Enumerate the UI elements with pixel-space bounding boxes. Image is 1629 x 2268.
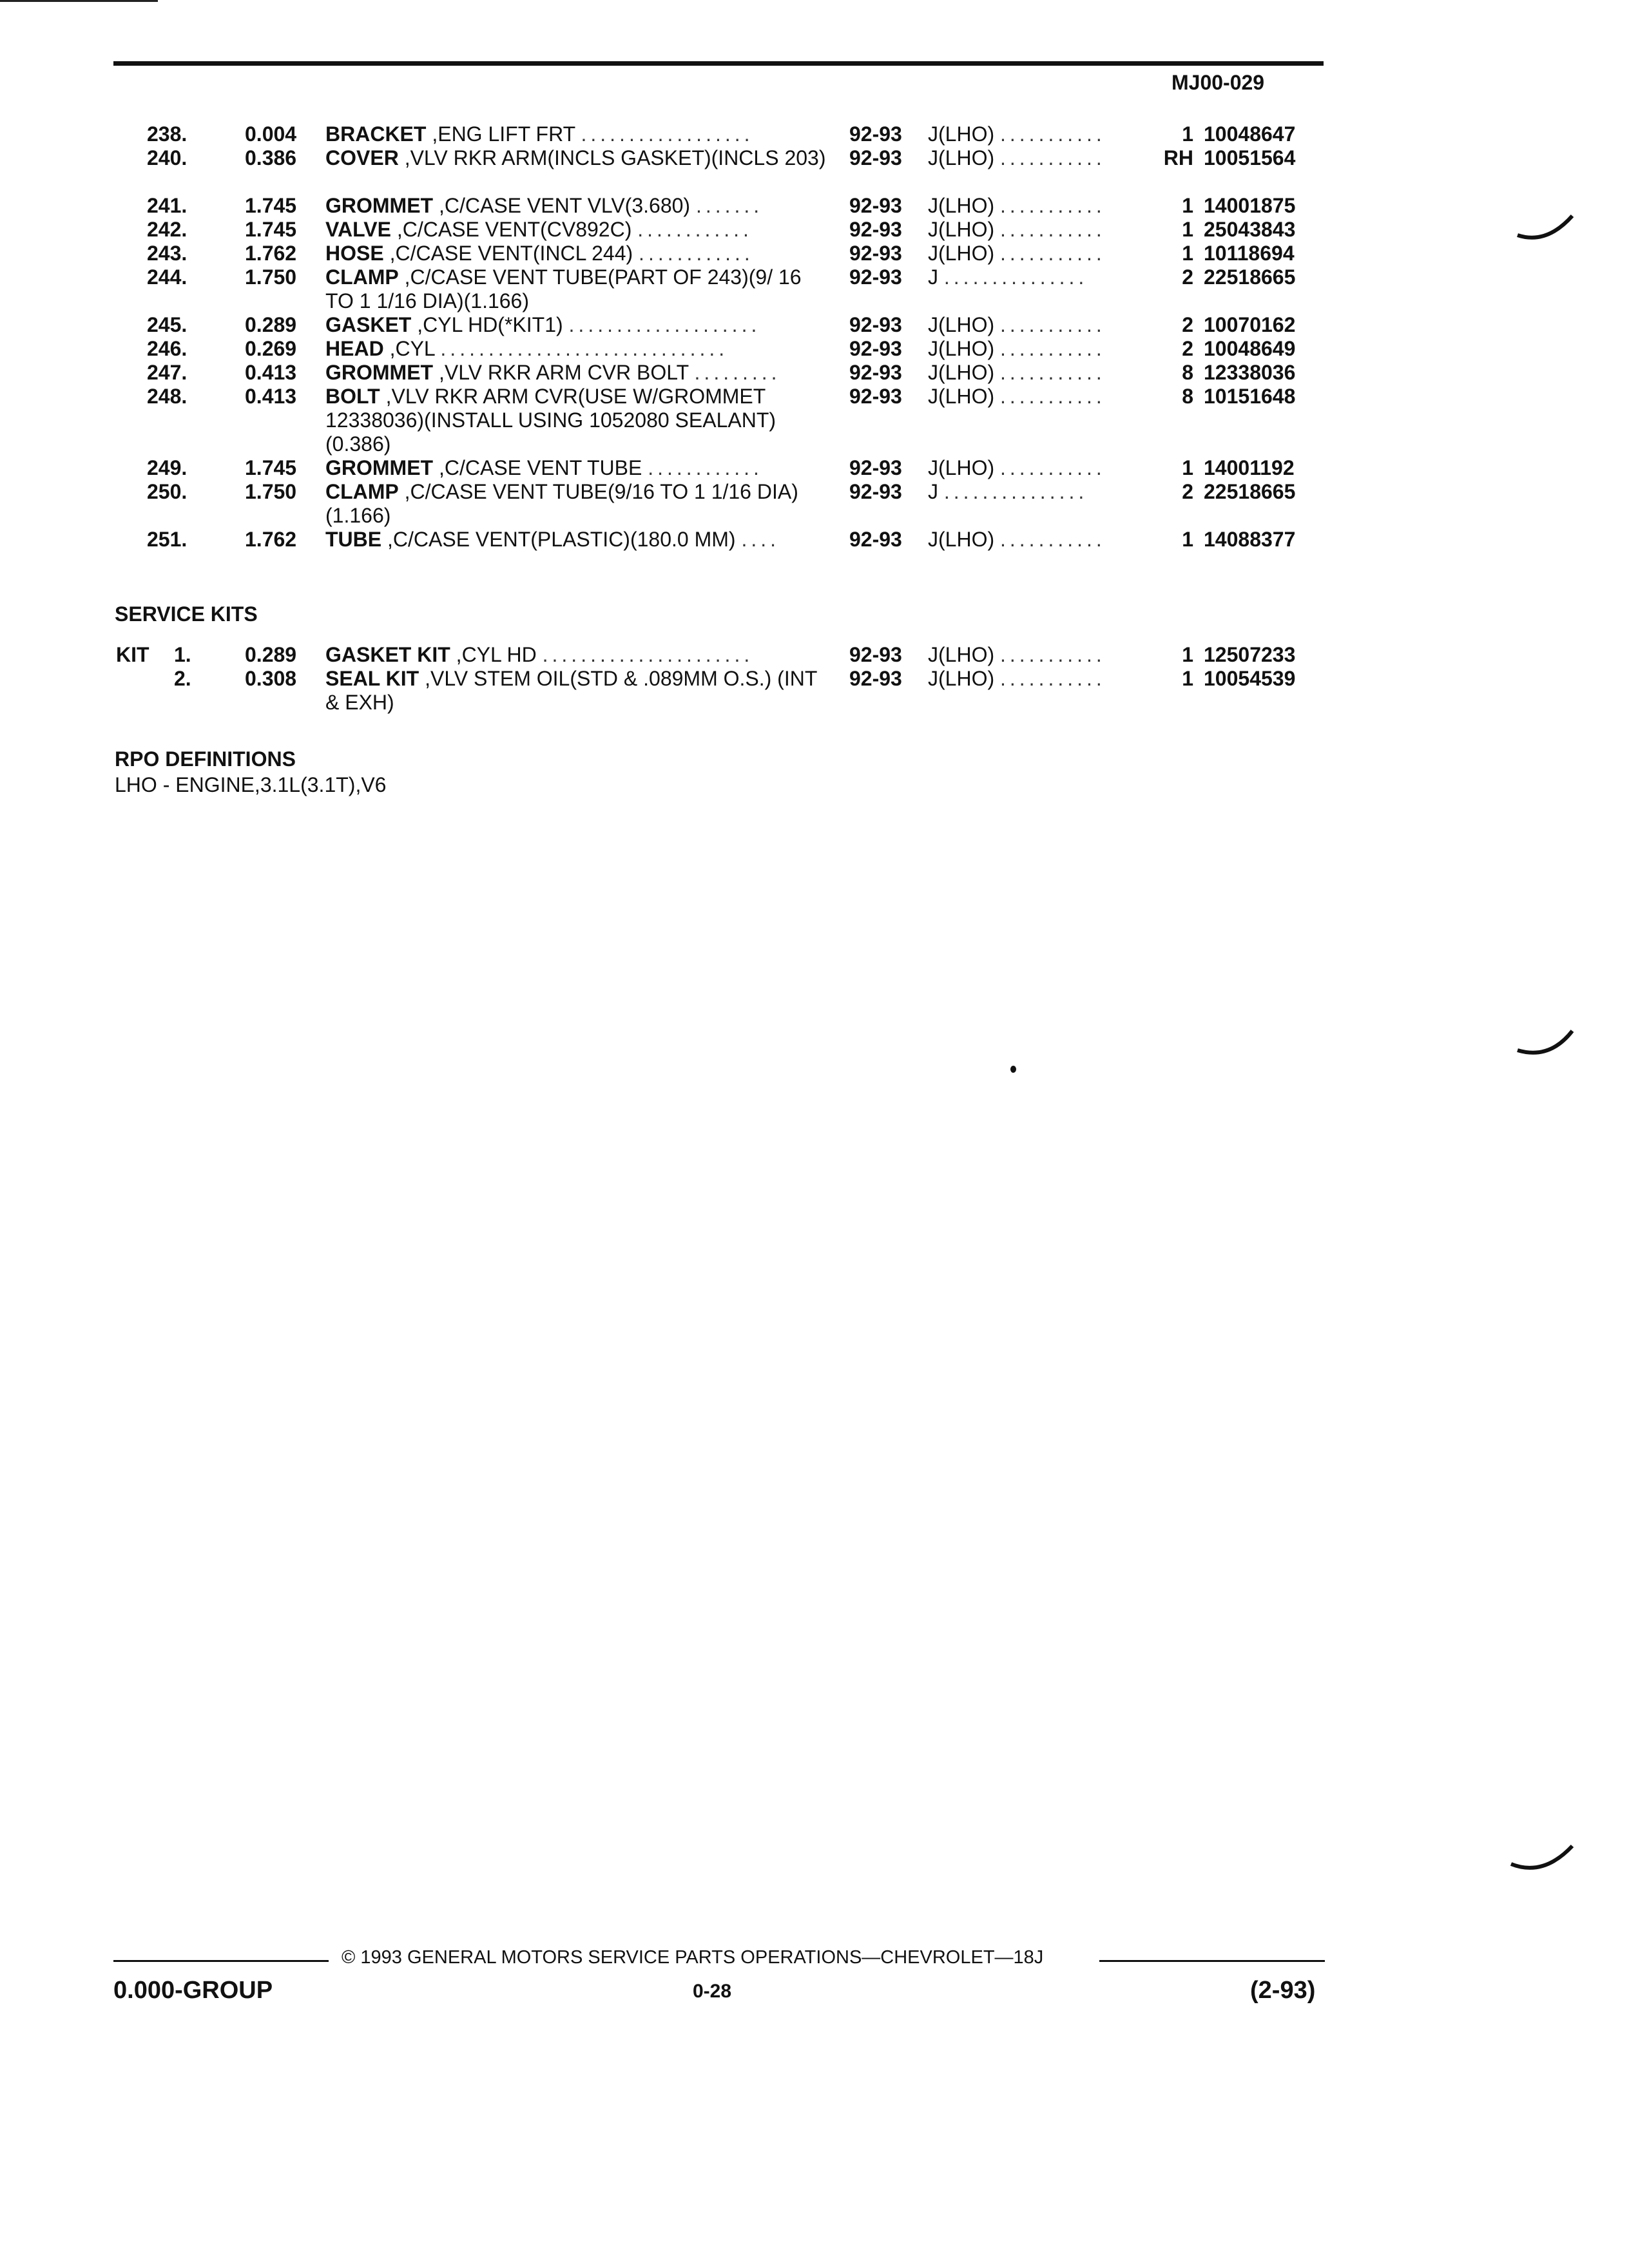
part-number: 22518665 xyxy=(1204,265,1296,289)
part-name: COVER xyxy=(325,146,399,169)
part-row xyxy=(0,480,1629,528)
part-row xyxy=(0,194,1629,218)
part-row xyxy=(0,337,1629,361)
part-row xyxy=(0,456,1629,480)
part-name: GASKET xyxy=(325,313,412,336)
part-description: HOSE ,C/CASE VENT(INCL 244) ............ xyxy=(325,242,754,265)
part-description xyxy=(325,385,831,456)
part-detail: ,CYL HD(*KIT1) xyxy=(417,313,563,336)
quantity: 1 xyxy=(1182,667,1193,690)
model-years: 92-93 xyxy=(849,146,902,169)
part-detail: ,C/CASE VENT(INCL 244) xyxy=(389,242,633,265)
kit-number: 2. xyxy=(174,667,191,690)
part-description: GROMMET ,C/CASE VENT TUBE ............ xyxy=(325,456,763,479)
group-number: 0.289 xyxy=(245,643,297,666)
model-years: 92-93 xyxy=(849,528,902,551)
part-name: BRACKET xyxy=(325,122,427,146)
kit-label: KIT xyxy=(116,643,149,666)
part-description: VALVE ,C/CASE VENT(CV892C) ............ xyxy=(325,218,753,241)
group-number: 0.269 xyxy=(245,337,297,360)
page-number: 0-28 xyxy=(693,1981,732,2002)
part-description xyxy=(325,265,831,313)
item-number: 246. xyxy=(147,337,188,360)
usage-code: J(LHO) ........... xyxy=(928,194,1106,217)
kit-name: GASKET KIT xyxy=(325,643,450,666)
part-detail: ,C/CASE VENT TUBE(9/16 TO 1 1/16 DIA)(1.166) xyxy=(325,480,798,527)
group-number: 1.750 xyxy=(245,265,297,289)
group-number: 0.413 xyxy=(245,361,297,384)
item-number: 244. xyxy=(147,265,188,289)
service-kits-heading: SERVICE KITS xyxy=(115,602,258,626)
date-code: (2-93) xyxy=(1250,1977,1316,2004)
group-number: 1.750 xyxy=(245,480,297,503)
part-row xyxy=(0,313,1629,337)
part-detail: ,VLV RKR ARM CVR BOLT xyxy=(438,361,689,384)
part-name: HOSE xyxy=(325,242,384,265)
model-years: 92-93 xyxy=(849,265,902,289)
part-detail: ,VLV RKR ARM(INCLS GASKET)(INCLS 203) xyxy=(404,146,826,169)
model-years: 92-93 xyxy=(849,361,902,384)
group-number: 0.386 xyxy=(245,146,297,169)
model-years: 92-93 xyxy=(849,667,902,690)
part-name: BOLT xyxy=(325,385,380,408)
part-description xyxy=(325,146,831,170)
group-number: 0.004 xyxy=(245,122,297,146)
item-number: 245. xyxy=(147,313,188,336)
part-row xyxy=(0,361,1629,385)
kit-detail: ,VLV STEM OIL(STD & .089MM O.S.) (INT & EXH) xyxy=(325,667,817,714)
part-row xyxy=(0,242,1629,265)
usage-code: J ............... xyxy=(928,265,1088,289)
kit-detail: ,CYL HD xyxy=(456,643,537,666)
part-name: VALVE xyxy=(325,218,391,241)
item-number: 251. xyxy=(147,528,188,551)
copyright-notice: © 1993 GENERAL MOTORS SERVICE PARTS OPERATIONS—CHEVROLET—18J xyxy=(342,1947,1044,1968)
usage-code: J(LHO) ........... xyxy=(928,122,1106,146)
part-description: GROMMET ,C/CASE VENT VLV(3.680) ....... xyxy=(325,194,764,217)
item-number: 241. xyxy=(147,194,188,217)
part-number: 10054539 xyxy=(1204,667,1296,690)
group-number: 0.289 xyxy=(245,313,297,336)
quantity: 1 xyxy=(1182,218,1193,241)
usage-code: J(LHO) ........... xyxy=(928,456,1106,479)
part-detail: ,VLV RKR ARM CVR(USE W/GROMMET 12338036)(INSTALL USING 1052080 SEALANT)(0.386) xyxy=(325,385,776,456)
usage-code: J(LHO) ........... xyxy=(928,146,1106,169)
usage-code: J(LHO) ........... xyxy=(928,643,1106,666)
corner-rule xyxy=(0,0,158,2)
quantity: RH xyxy=(1163,146,1193,169)
part-row xyxy=(0,218,1629,242)
part-number: 12338036 xyxy=(1204,361,1296,384)
group-number: 1.762 xyxy=(245,242,297,265)
part-number: 14001875 xyxy=(1204,194,1296,217)
usage-code: J(LHO) ........... xyxy=(928,385,1106,408)
model-years: 92-93 xyxy=(849,385,902,408)
usage-code: J(LHO) ........... xyxy=(928,528,1106,551)
part-description: GROMMET ,VLV RKR ARM CVR BOLT ......... xyxy=(325,361,781,384)
footer-rule-left xyxy=(113,1960,329,1962)
kit-description xyxy=(325,667,831,715)
usage-code: J(LHO) ........... xyxy=(928,337,1106,360)
part-number: 14088377 xyxy=(1204,528,1296,551)
part-number: 10070162 xyxy=(1204,313,1296,336)
item-number: 249. xyxy=(147,456,188,479)
quantity: 2 xyxy=(1182,480,1193,503)
quantity: 1 xyxy=(1182,528,1193,551)
part-detail: ,C/CASE VENT TUBE(PART OF 243)(9/ 16 TO 1 1/16 DIA)(1.166) xyxy=(325,265,802,312)
scan-mark-top xyxy=(1514,209,1579,248)
group-number: 0.413 xyxy=(245,385,297,408)
part-row xyxy=(0,122,1629,146)
part-number: 10048647 xyxy=(1204,122,1296,146)
group-number: 1.762 xyxy=(245,528,297,551)
item-number: 242. xyxy=(147,218,188,241)
part-number: 10118694 xyxy=(1204,242,1295,265)
quantity: 1 xyxy=(1182,456,1193,479)
part-detail: ,ENG LIFT FRT xyxy=(432,122,575,146)
speck-mark xyxy=(1010,1066,1016,1073)
model-years: 92-93 xyxy=(849,194,902,217)
model-years: 92-93 xyxy=(849,337,902,360)
kit-description: GASKET KIT ,CYL HD ...................... xyxy=(325,643,754,666)
usage-code: J(LHO) ........... xyxy=(928,242,1106,265)
header-rule xyxy=(113,61,1324,66)
model-years: 92-93 xyxy=(849,242,902,265)
part-name: GROMMET xyxy=(325,194,434,217)
usage-code: J(LHO) ........... xyxy=(928,361,1106,384)
part-row xyxy=(0,528,1629,552)
part-number: 12507233 xyxy=(1204,643,1296,666)
group-number: 1.745 xyxy=(245,456,297,479)
part-detail: ,C/CASE VENT VLV(3.680) xyxy=(438,194,691,217)
part-detail: ,C/CASE VENT TUBE xyxy=(438,456,642,479)
part-name: GROMMET xyxy=(325,361,434,384)
usage-code: J(LHO) ........... xyxy=(928,313,1106,336)
model-years: 92-93 xyxy=(849,456,902,479)
item-number: 243. xyxy=(147,242,188,265)
part-detail: ,C/CASE VENT(CV892C) xyxy=(396,218,632,241)
kit-row xyxy=(0,667,1629,715)
part-number: 10048649 xyxy=(1204,337,1296,360)
part-row xyxy=(0,146,1629,194)
quantity: 2 xyxy=(1182,337,1193,360)
usage-code: J ............... xyxy=(928,480,1088,503)
part-name: CLAMP xyxy=(325,265,399,289)
kit-number: 1. xyxy=(174,643,191,666)
part-number: 10151648 xyxy=(1204,385,1296,408)
group-label: 0.000-GROUP xyxy=(113,1977,273,2004)
group-number: 1.745 xyxy=(245,218,297,241)
part-description: TUBE ,C/CASE VENT(PLASTIC)(180.0 MM) .... xyxy=(325,528,780,551)
part-row xyxy=(0,265,1629,313)
footer-rule-right xyxy=(1099,1960,1325,1962)
item-number: 248. xyxy=(147,385,188,408)
quantity: 2 xyxy=(1182,313,1193,336)
model-years: 92-93 xyxy=(849,313,902,336)
part-name: CLAMP xyxy=(325,480,399,503)
group-number: 1.745 xyxy=(245,194,297,217)
part-description: HEAD ,CYL .............................. xyxy=(325,337,729,360)
part-description xyxy=(325,480,831,528)
part-number: 22518665 xyxy=(1204,480,1296,503)
part-description: GASKET ,CYL HD(*KIT1) .................... xyxy=(325,313,761,336)
rpo-heading: RPO DEFINITIONS xyxy=(115,747,296,771)
group-number: 0.308 xyxy=(245,667,297,690)
model-years: 92-93 xyxy=(849,122,902,146)
model-years: 92-93 xyxy=(849,480,902,503)
item-number: 247. xyxy=(147,361,188,384)
scan-mark-bottom xyxy=(1508,1840,1579,1878)
part-row xyxy=(0,385,1629,456)
part-number: 10051564 xyxy=(1204,146,1296,169)
part-number: 14001192 xyxy=(1204,456,1295,479)
model-years: 92-93 xyxy=(849,643,902,666)
quantity: 8 xyxy=(1182,361,1193,384)
model-years: 92-93 xyxy=(849,218,902,241)
quantity: 1 xyxy=(1182,194,1193,217)
rpo-definition: LHO - ENGINE,3.1L(3.1T),V6 xyxy=(115,773,387,796)
scan-mark-middle xyxy=(1514,1024,1579,1063)
document-id: MJ00-029 xyxy=(1171,71,1265,94)
usage-code: J(LHO) ........... xyxy=(928,667,1106,690)
kit-row xyxy=(0,643,1629,667)
quantity: 8 xyxy=(1182,385,1193,408)
quantity: 2 xyxy=(1182,265,1193,289)
item-number: 250. xyxy=(147,480,188,503)
part-number: 25043843 xyxy=(1204,218,1296,241)
kit-name: SEAL KIT xyxy=(325,667,419,690)
part-description: BRACKET ,ENG LIFT FRT .................. xyxy=(325,122,754,146)
part-detail: ,CYL xyxy=(389,337,435,360)
part-name: GROMMET xyxy=(325,456,434,479)
parts-list xyxy=(0,122,1629,552)
part-name: TUBE xyxy=(325,528,382,551)
item-number: 240. xyxy=(147,146,188,169)
quantity: 1 xyxy=(1182,122,1193,146)
service-kits-list xyxy=(0,643,1629,715)
part-name: HEAD xyxy=(325,337,384,360)
quantity: 1 xyxy=(1182,643,1193,666)
item-number: 238. xyxy=(147,122,188,146)
part-detail: ,C/CASE VENT(PLASTIC)(180.0 MM) xyxy=(387,528,736,551)
quantity: 1 xyxy=(1182,242,1193,265)
usage-code: J(LHO) ........... xyxy=(928,218,1106,241)
